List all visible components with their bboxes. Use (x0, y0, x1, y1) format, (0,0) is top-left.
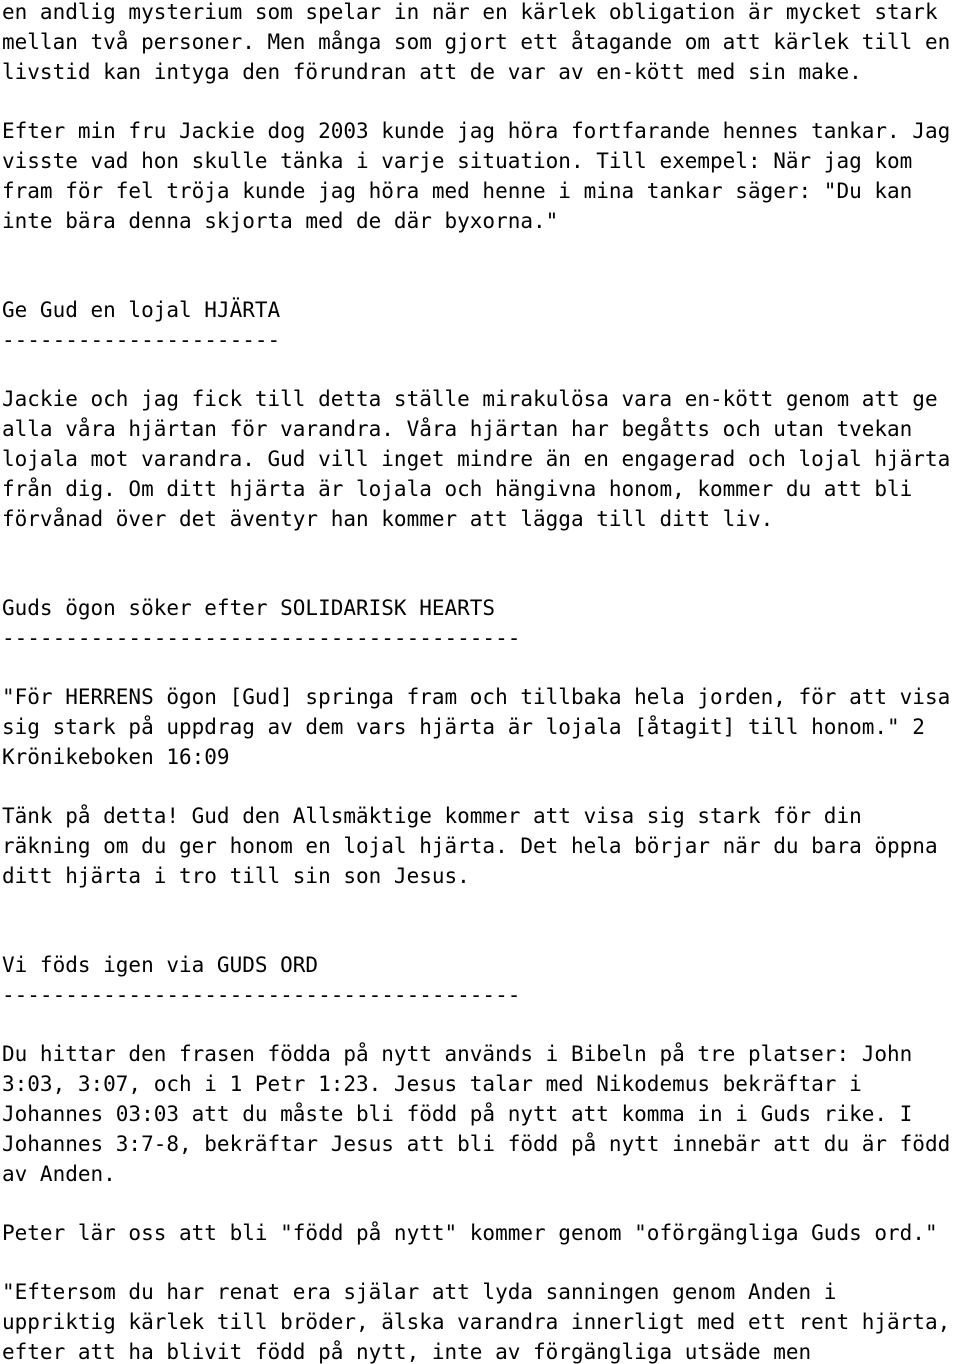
text-line: fram för fel tröja kunde jag höra med henne i mina tankar säger: "Du kan (2, 179, 913, 203)
text-line: av Anden. (2, 1162, 116, 1186)
heading-underline: ----------------------------------------- (2, 626, 521, 650)
text-line: Efter min fru Jackie dog 2003 kunde jag höra fortfarande hennes tankar. Jag (2, 119, 951, 143)
heading-underline: ---------------------- (2, 328, 281, 352)
text-line: livstid kan intyga den förundran att de var av en-kött med sin make. (2, 60, 862, 84)
text-line: Tänk på detta! Gud den Allsmäktige kommer att visa sig stark för din (2, 804, 862, 828)
text-line: Jackie och jag fick till detta ställe mirakulösa vara en-kött genom att ge (2, 387, 938, 411)
text-line: ditt hjärta i tro till sin son Jesus. (2, 864, 470, 888)
quote-line: Krönikeboken 16:09 (2, 745, 230, 769)
text-line: visste vad hon skulle tänka i varje situation. Till exempel: När jag kom (2, 149, 913, 173)
text-line: förvånad över det äventyr han kommer att lägga till ditt liv. (2, 507, 774, 531)
text-line: 3:03, 3:07, och i 1 Petr 1:23. Jesus talar med Nikodemus bekräftar i (2, 1072, 862, 1096)
quote-line: uppriktig kärlek till bröder, älska varandra innerligt med ett rent hjärta, (2, 1310, 951, 1334)
text-line: en andlig mysterium som spelar in när en kärlek obligation är mycket stark (2, 0, 938, 24)
heading-underline: ----------------------------------------- (2, 983, 521, 1007)
text-line: räkning om du ger honom en lojal hjärta. Det hela börjar när du bara öppna (2, 834, 938, 858)
section-heading: Guds ögon söker efter SOLIDARISK HEARTS (2, 596, 496, 620)
text-line: lojala mot varandra. Gud vill inget mindre än en engagerad och lojal hjärta (2, 447, 951, 471)
text-line: inte bära denna skjorta med de där byxorna." (2, 209, 559, 233)
text-line: Du hittar den frasen födda på nytt används i Bibeln på tre platser: John (2, 1042, 913, 1066)
section-heading: Ge Gud en lojal HJÄRTA (2, 298, 281, 322)
text-line: Johannes 03:03 att du måste bli född på nytt att komma in i Guds rike. I (2, 1102, 913, 1126)
text-line: Peter lär oss att bli "född på nytt" kommer genom "oförgängliga Guds ord." (2, 1221, 938, 1245)
quote-line: "Eftersom du har renat era själar att lyda sanningen genom Anden i (2, 1280, 837, 1304)
text-line: alla våra hjärtan för varandra. Våra hjärtan har begåtts och utan tvekan (2, 417, 913, 441)
text-line: Johannes 3:7-8, bekräftar Jesus att bli född på nytt innebär att du är född (2, 1132, 951, 1156)
section-heading: Vi föds igen via GUDS ORD (2, 953, 319, 977)
text-line: från dig. Om ditt hjärta är lojala och hängivna honom, kommer du att bli (2, 477, 913, 501)
quote-line: "För HERRENS ögon [Gud] springa fram och tillbaka hela jorden, för att visa (2, 685, 951, 709)
quote-line: sig stark på uppdrag av dem vars hjärta är lojala [åtagit] till honom." 2 (2, 715, 925, 739)
quote-line: efter att ha blivit född på nytt, inte av förgängliga utsäde men (2, 1340, 812, 1364)
text-line: mellan två personer. Men många som gjort ett åtagande om att kärlek till en (2, 30, 951, 54)
